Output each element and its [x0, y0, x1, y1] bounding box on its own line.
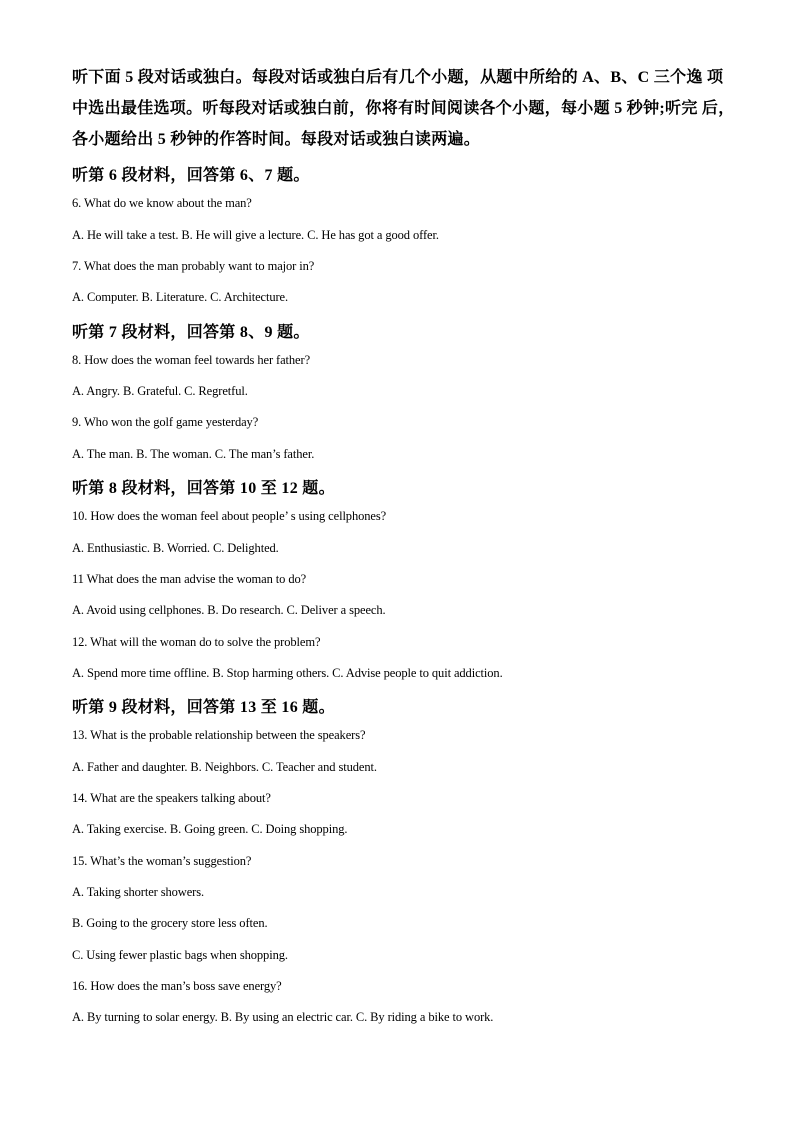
- instructions-paragraph: [72, 62, 735, 155]
- answer-options: A. Taking exercise. B. Going green. C. Doing shopping.: [72, 822, 348, 837]
- question-text: 15. What’s the woman’s suggestion?: [72, 853, 252, 868]
- answer-options: A. Avoid using cellphones. B. Do research. C. Deliver a speech.: [72, 603, 386, 618]
- answer-options: A. He will take a test. B. He will give a lecture. C. He has got a good offer.: [72, 227, 439, 242]
- instructions-line: 中选出最佳选项。听每段对话或独白前，你将有时间阅读各个小题，每小题 5 秒钟;听完 后，: [72, 100, 735, 117]
- instructions-line: 听下面 5 段对话或独白。每段对话或独白后有几个小题，从题中所给的 A、B、C 三个逸 项: [72, 69, 724, 86]
- question-text: 14. What are the speakers talking about?: [72, 791, 271, 805]
- section-heading: 听第 8 段材料，回答第 10 至 12 题。: [72, 480, 335, 497]
- section-heading: 听第 6 段材料，回答第 6、7 题。: [72, 167, 310, 184]
- answer-options: B. Going to the grocery store less often.: [72, 916, 268, 931]
- instructions-line: 各小题给出 5 秒钟的作答时间。每段对话或独白读两遍。: [72, 131, 481, 148]
- answer-options: A. Taking shorter showers.: [72, 884, 205, 899]
- answer-options: A. By turning to solar energy. B. By using an electric car. C. By riding a bike to work.: [72, 1010, 494, 1025]
- answer-options: A. The man. B. The woman. C. The man’s father.: [72, 446, 315, 461]
- question-text: 13. What is the probable relationship between the speakers?: [72, 728, 366, 743]
- section-heading: 听第 9 段材料，回答第 13 至 16 题。: [72, 699, 335, 717]
- answer-options: A. Father and daughter. B. Neighbors. C. Teacher and student.: [72, 759, 377, 774]
- question-text: 6. What do we know about the man?: [72, 196, 252, 211]
- question-text: 12. What will the woman do to solve the problem?: [72, 634, 321, 649]
- question-text: 8. How does the woman feel towards her father?: [72, 352, 311, 367]
- question-text: 11 What does the man advise the woman to do?: [72, 571, 307, 586]
- answer-options: A. Computer. B. Literature. C. Architecture.: [72, 290, 289, 305]
- question-text: 7. What does the man probably want to major in?: [72, 258, 315, 273]
- answer-options: A. Angry. B. Grateful. C. Regretful.: [72, 384, 248, 399]
- answer-options: C. Using fewer plastic bags when shopping.: [72, 947, 288, 962]
- question-text: 9. Who won the golf game yesterday?: [72, 415, 259, 430]
- answer-options: A. Spend more time offline. B. Stop harming others. C. Advise people to quit addiction.: [72, 665, 503, 680]
- question-text: 16. How does the man’s boss save energy?: [72, 978, 282, 993]
- section-heading: 听第 7 段材料，回答第 8、9 题。: [72, 323, 310, 341]
- question-text: 10. How does the woman feel about people’ s using cellphones?: [72, 509, 387, 524]
- answer-options: A. Enthusiastic. B. Worried. C. Delighted.: [72, 540, 279, 555]
